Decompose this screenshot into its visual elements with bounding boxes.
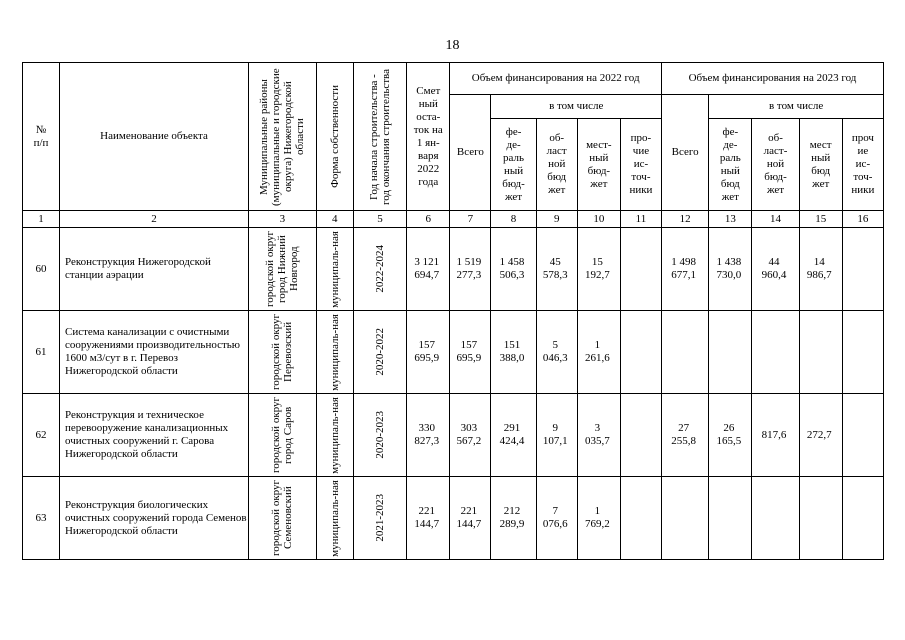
column-number: 7 [450, 211, 491, 228]
cell-district-text: городской округ Семеновский [270, 479, 295, 557]
cell-ownership [316, 311, 353, 394]
cell-federal-2022: 1 458 506,3 [491, 228, 536, 311]
column-number: 1 [23, 211, 60, 228]
cell-local-2023 [799, 311, 842, 394]
cell-total-2022: 157 695,9 [450, 311, 491, 394]
cell-total-2023 [662, 311, 709, 394]
cell-local-2023 [799, 477, 842, 560]
cell-district [249, 311, 317, 394]
column-number: 12 [662, 211, 709, 228]
column-number: 11 [620, 211, 661, 228]
cell-federal-2022: 151 388,0 [491, 311, 536, 394]
cell-name: Система канализации с очистными сооружениями производительностью 1600 м3/сут в г. Перевоз Нижегородской области [59, 311, 248, 394]
cell-total-2023: 1 498 677,1 [662, 228, 709, 311]
financing-table [22, 62, 884, 560]
header-local-2022: мест- ный бюд- жет [577, 119, 620, 211]
header-years-text: Год начала строительства - год окончания строительства [368, 68, 392, 205]
cell-federal-2022: 291 424,4 [491, 394, 536, 477]
header-regional-2022: об- ласт ной бюд жет [536, 119, 577, 211]
header-including-2023: в том числе [709, 95, 884, 119]
cell-name: Реконструкция биологических очистных сооружений города Семенов Нижегородской области [59, 477, 248, 560]
header-fin-2022: Объем финансирования на 2022 год [450, 63, 662, 95]
header-ownership [316, 63, 353, 211]
cell-years-text: 2020-2022 [374, 328, 386, 376]
header-other-2022: про- чие ис- точ- ники [620, 119, 661, 211]
cell-num: 62 [23, 394, 60, 477]
table-row [23, 311, 884, 394]
cell-local-2023: 14 986,7 [799, 228, 842, 311]
header-including-2022: в том числе [491, 95, 662, 119]
cell-total-2022: 303 567,2 [450, 394, 491, 477]
header-district [249, 63, 317, 211]
cell-local-2022: 3 035,7 [577, 394, 620, 477]
column-number: 5 [353, 211, 406, 228]
header-federal-2023: фе- де- раль ный бюд жет [709, 119, 752, 211]
cell-regional-2022: 45 578,3 [536, 228, 577, 311]
cell-other-2022 [620, 228, 661, 311]
table-row [23, 228, 884, 311]
header-name: Наименование объекта [59, 63, 248, 211]
cell-years [353, 228, 406, 311]
cell-district [249, 228, 317, 311]
cell-local-2023: 272,7 [799, 394, 842, 477]
cell-years-text: 2021-2023 [374, 494, 386, 542]
cell-regional-2023: 817,6 [752, 394, 799, 477]
page-number: 18 [445, 38, 460, 53]
cell-total-2022: 221 144,7 [450, 477, 491, 560]
cell-regional-2023 [752, 311, 799, 394]
cell-years [353, 394, 406, 477]
header-other-2023: проч ие ис- точ- ники [842, 119, 883, 211]
cell-ownership [316, 228, 353, 311]
cell-local-2022: 1 769,2 [577, 477, 620, 560]
cell-remainder: 221 144,7 [407, 477, 450, 560]
column-number: 8 [491, 211, 536, 228]
cell-name: Реконструкция Нижегородской станции аэрации [59, 228, 248, 311]
cell-regional-2023: 44 960,4 [752, 228, 799, 311]
cell-regional-2023 [752, 477, 799, 560]
cell-years [353, 477, 406, 560]
cell-district-text: городской округ город Саров [270, 396, 295, 474]
column-number: 10 [577, 211, 620, 228]
cell-ownership-text: муниципаль-ная [328, 479, 341, 557]
column-number: 13 [709, 211, 752, 228]
cell-remainder: 330 827,3 [407, 394, 450, 477]
header-federal-2022: фе- де- раль ный бюд- жет [491, 119, 536, 211]
header-fin-2023: Объем финансирования на 2023 год [662, 63, 884, 95]
cell-other-2023 [842, 477, 883, 560]
cell-local-2022: 15 192,7 [577, 228, 620, 311]
cell-ownership [316, 477, 353, 560]
cell-years [353, 311, 406, 394]
cell-other-2023 [842, 228, 883, 311]
cell-district [249, 394, 317, 477]
column-number: 9 [536, 211, 577, 228]
header-local-2023: мест ный бюд жет [799, 119, 842, 211]
column-number: 4 [316, 211, 353, 228]
cell-federal-2023 [709, 311, 752, 394]
cell-other-2023 [842, 311, 883, 394]
cell-ownership-text: муниципаль-ная [328, 230, 341, 308]
cell-name: Реконструкция и техническое перевооружение канализационных очистных сооружений г. Сарова Нижегородской области [59, 394, 248, 477]
cell-district-text: городской округ Перевозский [270, 313, 295, 391]
header-num: № п/п [23, 63, 60, 211]
cell-regional-2022: 5 046,3 [536, 311, 577, 394]
cell-federal-2022: 212 289,9 [491, 477, 536, 560]
cell-regional-2022: 7 076,6 [536, 477, 577, 560]
header-regional-2023: об- ласт- ной бюд- жет [752, 119, 799, 211]
table-row [23, 477, 884, 560]
column-number: 2 [59, 211, 248, 228]
cell-district-text: городской округ город Нижний Новгород [264, 230, 301, 308]
cell-total-2023: 27 255,8 [662, 394, 709, 477]
column-number-row [23, 211, 884, 228]
cell-remainder: 3 121 694,7 [407, 228, 450, 311]
header-total-2023: Всего [662, 95, 709, 211]
column-number: 3 [249, 211, 317, 228]
cell-total-2022: 1 519 277,3 [450, 228, 491, 311]
column-number: 14 [752, 211, 799, 228]
cell-federal-2023 [709, 477, 752, 560]
cell-num: 61 [23, 311, 60, 394]
cell-ownership [316, 394, 353, 477]
table-row [23, 394, 884, 477]
cell-federal-2023: 1 438 730,0 [709, 228, 752, 311]
cell-remainder: 157 695,9 [407, 311, 450, 394]
cell-district [249, 477, 317, 560]
cell-other-2022 [620, 477, 661, 560]
cell-other-2023 [842, 394, 883, 477]
header-ownership-text: Форма собственности [328, 85, 341, 188]
cell-federal-2023: 26 165,5 [709, 394, 752, 477]
header-total-2022: Всего [450, 95, 491, 211]
cell-other-2022 [620, 394, 661, 477]
header-years [353, 63, 406, 211]
cell-local-2022: 1 261,6 [577, 311, 620, 394]
cell-num: 63 [23, 477, 60, 560]
cell-num: 60 [23, 228, 60, 311]
header-district-text: Муниципальные районы (муниципальные и городские округа) Нижегородской области [258, 67, 307, 206]
cell-ownership-text: муниципаль-ная [328, 396, 341, 474]
column-number: 15 [799, 211, 842, 228]
cell-ownership-text: муниципаль-ная [328, 313, 341, 391]
header-remainder: Смет ный оста- ток на 1 ян- варя 2022 года [407, 63, 450, 211]
cell-other-2022 [620, 311, 661, 394]
cell-regional-2022: 9 107,1 [536, 394, 577, 477]
column-number: 6 [407, 211, 450, 228]
cell-years-text: 2022-2024 [374, 245, 386, 293]
cell-total-2023 [662, 477, 709, 560]
cell-years-text: 2020-2023 [374, 411, 386, 459]
column-number: 16 [842, 211, 883, 228]
